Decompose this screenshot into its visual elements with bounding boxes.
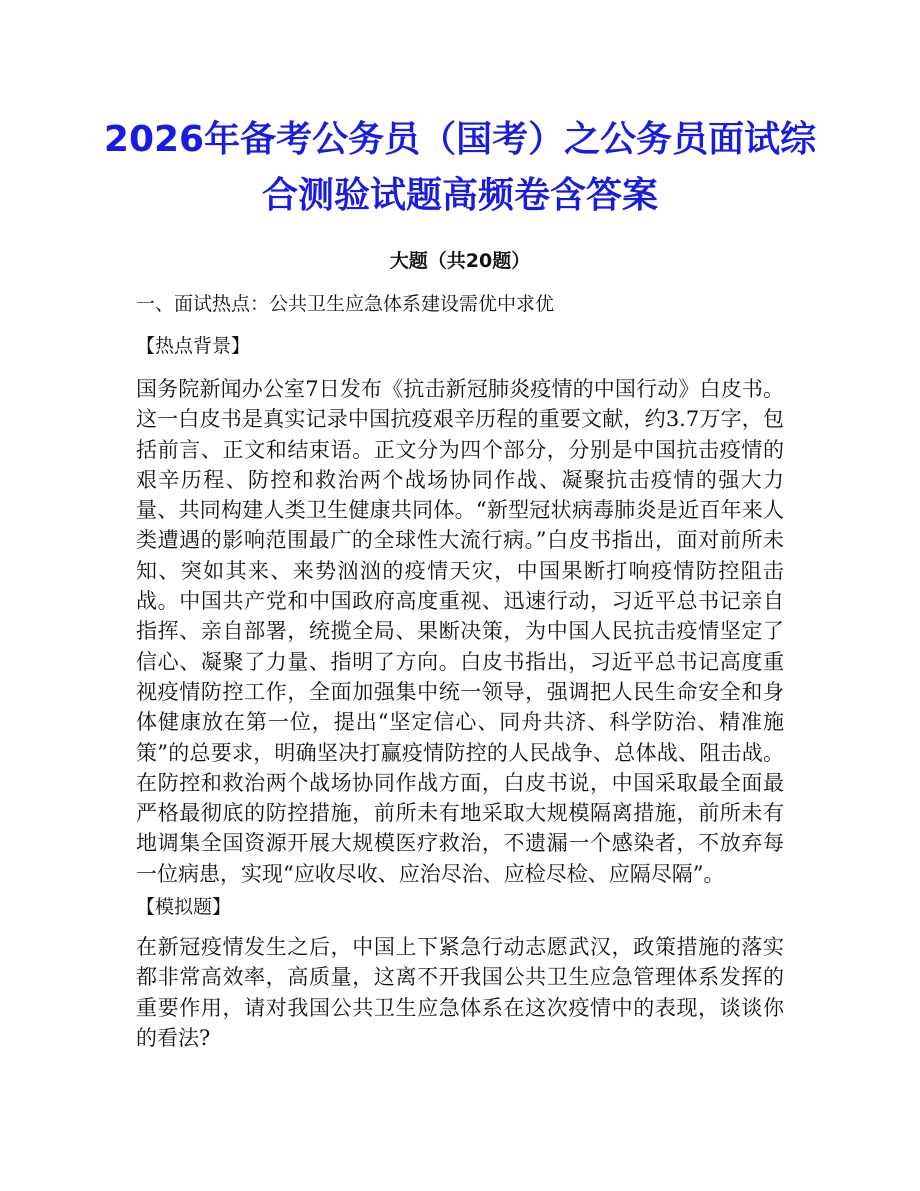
background-label: 【热点背景】 <box>136 335 251 357</box>
document-title: 2026年备考公务员（国考）之公务员面试综合测验试题高频卷含答案 <box>103 119 817 216</box>
section-heading: 大题（共20题） <box>389 250 531 272</box>
background-paragraph: 国务院新闻办公室7日发布《抗击新冠肺炎疫情的中国行动》白皮书。这一白皮书是真实记录中国抗疫艰辛历程的重要文献，约3.7万字，包括前言、正文和结束语。正文分为四个部分，分别是中国抗击疫情的艰辛历程、防控和救治两个战场协同作战、凝聚抗击疫情的强大力量、共同构建人类卫生健康共同体。“新型冠状病毒肺炎是近百年来人类遭遇的影响范围最广的全球性大流行病。”白皮书指出，面对前所未知、突如其来、来势汹汹的疫情天灾，中国果断打响疫情防控阻击战。中国共产党和中国政府高度重视、迅速行动，习近平总书记亲自指挥、亲自部署，统揽全局、果断决策，为中国人民抗击疫情坚定了信心、凝聚了力量、指明了方向。白皮书指出，习近平总书记高度重视疫情防控工作，全面加强集中统一领导，强调把人民生命安全和身体健康放在第一位，提出“坚定信心、同舟共济、科学防治、精准施策”的总要求，明确坚决打赢疫情防控的人民战争、总体战、阻击战。在防控和救治两个战场协同作战方面，白皮书说，中国采取最全面最严格最彻底的防控措施，前所未有地采取大规模隔离措施，前所未有地调集全国资源开展大规模医疗救治，不遗漏一个感染者，不放弃每一位病患，实现“应收尽收、应治尽治、应检尽检、应隔尽隔”。 <box>136 377 784 886</box>
mock-question-label: 【模拟题】 <box>136 896 232 918</box>
mock-question-paragraph: 在新冠疫情发生之后，中国上下紧急行动志愿武汉，政策措施的落实都非常高效率，高质量，这离不开我国公共卫生应急管理体系发挥的重要作用，请对我国公共卫生应急体系在这次疫情中的表现，谈谈你的看法? <box>136 935 784 1050</box>
question-heading: 一、面试热点：公共卫生应急体系建设需优中求优 <box>136 293 555 315</box>
